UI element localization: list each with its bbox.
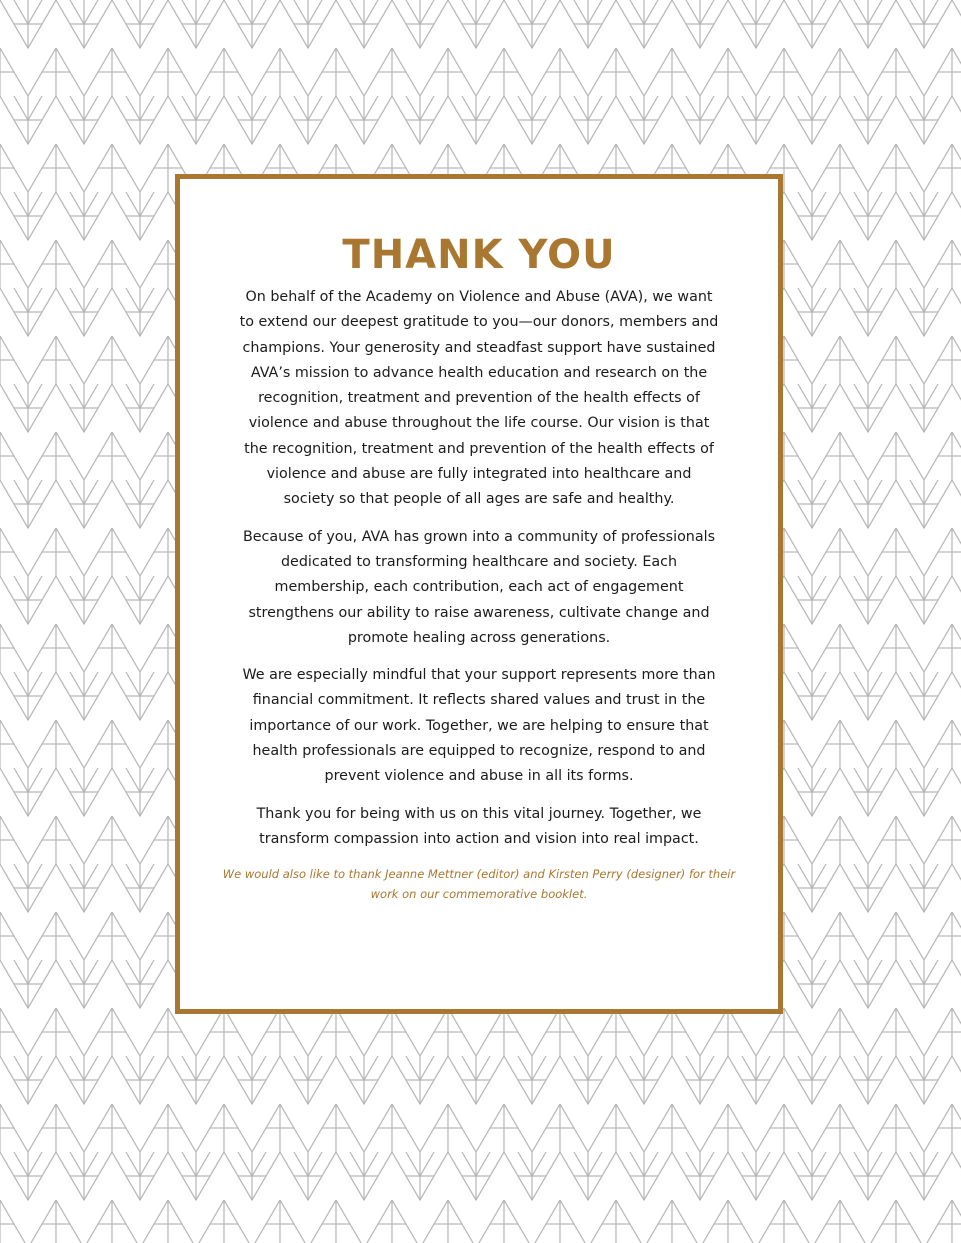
page-title: THANK YOU	[342, 232, 616, 278]
paragraph-1: On behalf of the Academy on Violence and Abuse (AVA), we want to extend our deepest gratitude to you—our donors, members and champions. Your generosity and steadfast support have sustained AVA’s mission to advance health education and research on the recognition, treatment and prevention of the health effects of violence and abuse throughout the life course. Our vision is that the recognition, treatment and prevention of the health effects of violence and abuse are fully integrated into healthcare and society so that people of all ages are safe and healthy.	[239, 289, 719, 508]
paragraph-3: We are especially mindful that your support represents more than financial commitment. It reflects shared values and trust in the importance of our work. Together, we are helping to ensure that health professionals are equipped to recognize, respond to and prevent violence and abuse in all its forms.	[242, 667, 716, 785]
acknowledgment-footnote: We would also like to thank Jeanne Mettner (editor) and Kirsten Perry (designer) for their work on our commemorative booklet.	[222, 867, 736, 902]
paragraph-4: Thank you for being with us on this vital journey. Together, we transform compassion into action and vision into real impact.	[256, 805, 702, 847]
letter-body	[239, 285, 719, 852]
thank-you-card	[175, 174, 783, 1014]
paragraph-2: Because of you, AVA has grown into a community of professionals dedicated to transforming healthcare and society. Each membership, each contribution, each act of engagement strengthens our ability to raise awareness, cultivate change and promote healing across generations.	[242, 528, 716, 646]
